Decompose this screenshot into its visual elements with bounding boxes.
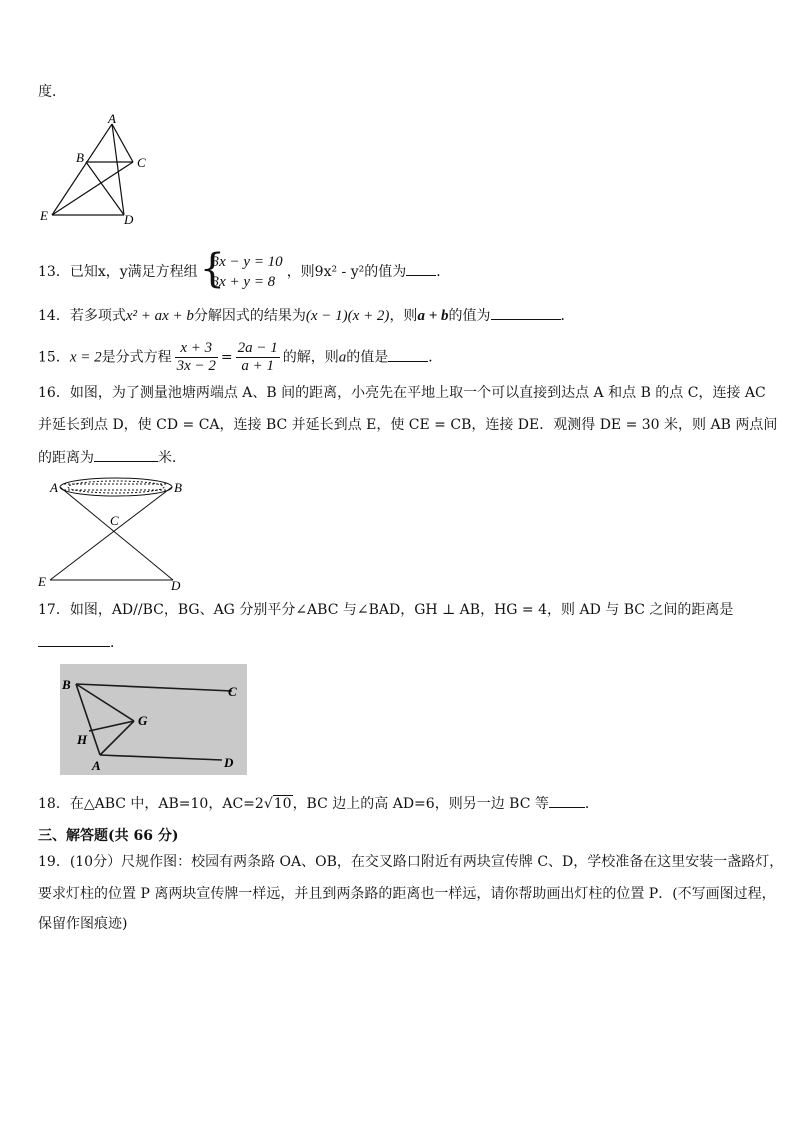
q13-eq2: 3x + y = 8 bbox=[211, 274, 276, 290]
figure-q16 bbox=[36, 474, 186, 594]
q15-prefix: 15． bbox=[38, 349, 70, 366]
q18-suffix: ． bbox=[584, 796, 599, 812]
q14-mid: 分解因式的结果为 bbox=[193, 308, 306, 324]
fig16-label-c: C bbox=[110, 513, 119, 528]
section-heading: 三、解答题(共 66 分) bbox=[38, 828, 179, 844]
q15-equals: = bbox=[220, 349, 233, 366]
fig12-label-e: E bbox=[40, 208, 48, 223]
q17-suffix: ． bbox=[110, 635, 124, 651]
question-16-line-3 bbox=[38, 447, 186, 468]
q15-num1: x + 3 bbox=[175, 340, 218, 358]
question-19-line-1: 19．(10分）尺规作图：校园有两条路 OA、OB，在交叉路口附近有两块宣传牌 C、D，学校准备在这里安装一盏路灯， bbox=[38, 854, 784, 870]
fig17-label-a: A bbox=[92, 758, 101, 773]
q15-fraction-left bbox=[175, 340, 218, 375]
q15-variable: a bbox=[338, 349, 347, 366]
q14-mid3: 的值为 bbox=[448, 308, 491, 324]
q15-condition: x = 2 bbox=[69, 349, 102, 366]
question-16-line-1: 16．如图，为了测量池塘两端点 A、B 间的距离，小亮先在平地上取一个可以直接到达点 A 和点 B 的点 C，连接 AC bbox=[38, 385, 766, 401]
question-19-line-3: 保留作图痕迹) bbox=[38, 916, 128, 932]
fig16-label-d: D bbox=[171, 578, 181, 593]
fig17-label-d: D bbox=[224, 755, 234, 770]
question-19-line-2: 要求灯柱的位置 P 离两块宣传牌一样远，并且到两条路的距离也一样远，请你帮助画出灯柱的位置 P．(不写画图过程， bbox=[38, 886, 776, 902]
fig17-label-b: B bbox=[62, 677, 71, 692]
q15-answer-blank[interactable] bbox=[388, 347, 428, 362]
fig16-label-a: A bbox=[50, 480, 58, 495]
q14-a-plus-b: a + b bbox=[417, 308, 449, 324]
fig12-label-a: A bbox=[108, 112, 116, 126]
q18-prefix: 18．在△ABC 中，AB=10，AC=2 bbox=[38, 796, 264, 812]
q14-mid2: ，则 bbox=[389, 308, 418, 324]
fig12-label-b: B bbox=[76, 150, 84, 165]
q13-prefix: 13．已知x，y满足方程组 bbox=[38, 264, 198, 280]
q15-num2: 2a − 1 bbox=[237, 340, 278, 356]
q13-eq1: 3x − y = 10 bbox=[211, 254, 283, 270]
q15-end: ． bbox=[428, 349, 443, 366]
figure-q17-photo bbox=[60, 664, 247, 775]
q16-prefix: 的距离为 bbox=[38, 450, 94, 466]
q15-mid2: 的解，则 bbox=[282, 349, 339, 366]
q14-factored: (x − 1)(x + 2) bbox=[305, 308, 390, 324]
q18-sqrt: √10 bbox=[263, 796, 292, 812]
fig17-label-g: G bbox=[138, 713, 148, 728]
question-17-line-2 bbox=[38, 632, 124, 653]
q13-mid: ，则9x² - y²的值为 bbox=[286, 264, 407, 280]
fig16-label-e: E bbox=[38, 574, 46, 589]
fig12-label-c: C bbox=[137, 155, 146, 170]
q14-suffix: ． bbox=[560, 308, 575, 324]
q15-fraction-right bbox=[236, 340, 280, 375]
q18-answer-blank[interactable] bbox=[549, 793, 585, 808]
q16-answer-blank[interactable] bbox=[94, 447, 158, 462]
figure-q12 bbox=[36, 112, 156, 228]
question-15 bbox=[38, 340, 442, 375]
fig17-label-c: C bbox=[228, 684, 237, 699]
q15-suffix: 的值是 bbox=[346, 349, 389, 366]
q13-equation-system: { 3x − y = 10 3x + y = 8 bbox=[199, 246, 283, 292]
question-13 bbox=[38, 246, 451, 292]
q14-answer-blank[interactable] bbox=[491, 305, 561, 320]
figure-q17 bbox=[60, 664, 247, 775]
q14-polynomial: x² + ax + b bbox=[125, 308, 194, 324]
q13-suffix: ． bbox=[436, 264, 451, 280]
question-12-fragment: 度． bbox=[38, 84, 66, 100]
q15-mid: 是分式方程 bbox=[101, 349, 172, 366]
q18-radicand: 10 bbox=[273, 796, 292, 812]
q15-den1: 3x − 2 bbox=[176, 358, 216, 374]
fig17-label-h: H bbox=[77, 732, 88, 747]
q18-mid: ，BC 边上的高 AD=6，则另一边 BC 等 bbox=[292, 796, 549, 812]
question-18 bbox=[38, 793, 599, 814]
question-16-line-2: 并延长到点 D，使 CD = CA，连接 BC 并延长到点 E，使 CE = CB，连接 DE．观测得 DE = 30 米，则 AB 两点间 bbox=[38, 417, 778, 433]
fig16-label-b: B bbox=[174, 480, 182, 495]
q14-prefix: 14．若多项式 bbox=[38, 308, 126, 324]
question-14 bbox=[38, 305, 575, 326]
q17-answer-blank[interactable] bbox=[38, 632, 110, 647]
question-17-line-1: 17．如图，AD//BC，BG、AG 分别平分∠ABC 与∠BAD，GH ⊥ AB，HG = 4，则 AD 与 BC 之间的距离是 bbox=[38, 602, 734, 618]
q13-answer-blank[interactable] bbox=[406, 261, 436, 276]
q16-suffix: 米． bbox=[158, 450, 186, 466]
q15-den2: a + 1 bbox=[241, 358, 274, 374]
fig12-label-d: D bbox=[124, 212, 134, 227]
